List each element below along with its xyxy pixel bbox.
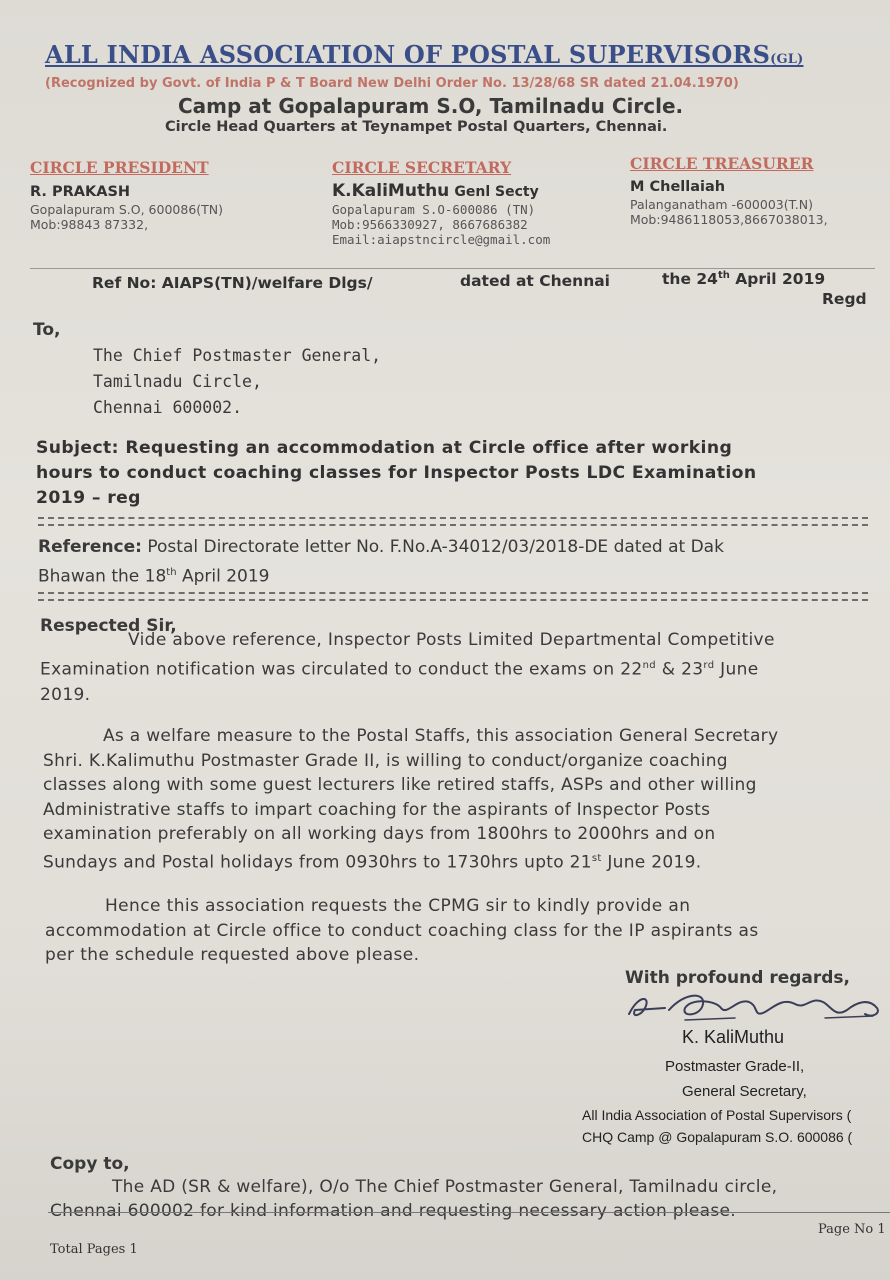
secretary-block xyxy=(332,158,550,247)
president-title: CIRCLE PRESIDENT xyxy=(30,158,209,177)
treasurer-name: M Chellaiah xyxy=(630,179,726,195)
to-label: To, xyxy=(33,320,61,340)
subject-line-1: Subject: Requesting an accommodation at Circle office after working xyxy=(36,438,733,458)
camp-line: Camp at Gopalapuram S.O, Tamilnadu Circle. xyxy=(178,94,684,118)
signatory-camp: CHQ Camp @ Gopalapuram S.O. 600086 ( xyxy=(582,1129,853,1145)
para1-line-3: 2019. xyxy=(40,684,91,705)
reference-sup: th xyxy=(166,567,177,578)
subject-line-2: hours to conduct coaching classes for Inspector Posts LDC Examination xyxy=(36,463,757,483)
association-name: ALL INDIA ASSOCIATION OF POSTAL SUPERVISORS xyxy=(45,40,771,69)
para1-line-2b: & 23 xyxy=(655,659,704,680)
copy-to-line-2: Chennai 600002 for kind information and requesting necessary action please. xyxy=(50,1201,736,1221)
para2-line-4: Administrative staffs to impart coaching for the aspirants of Inspector Posts xyxy=(43,799,711,820)
header-divider xyxy=(30,268,875,269)
president-name: R. PRAKASH xyxy=(30,184,131,200)
treasurer-mobile: Mob:9486118053,8667038013, xyxy=(630,212,828,227)
paragraph-3 xyxy=(45,894,759,968)
para2-line-5: examination preferably on all working days from 1800hrs to 2000hrs and on xyxy=(43,824,716,844)
para2-line-6b: June 2019. xyxy=(601,852,702,873)
reference-block xyxy=(38,534,724,590)
para2-line-3: classes along with some guest lecturers like retired staffs, ASPs and other willing xyxy=(43,775,757,795)
addressee-block xyxy=(93,343,381,421)
paragraph-1 xyxy=(40,628,775,708)
para1-line-2 xyxy=(40,653,775,683)
para1-line-2c: June xyxy=(714,659,759,680)
president-block xyxy=(30,158,223,232)
signatory-name: K. KaliMuthu xyxy=(682,1027,785,1047)
subject-line-3: 2019 – reg xyxy=(36,488,141,508)
paragraph-2 xyxy=(43,724,778,875)
president-address: Gopalapuram S.O, 600086(TN) xyxy=(30,202,224,217)
subject-divider-1 xyxy=(38,517,868,519)
page-number: Page No 1 xyxy=(818,1222,886,1237)
treasurer-title: CIRCLE TREASURER xyxy=(630,154,814,173)
reference-text: Postal Directorate letter No. F.No.A-34012/03/2018-DE dated at Dak xyxy=(141,537,724,557)
para1-line-2a: Examination notification was circulated to conduct the exams on 22 xyxy=(40,659,643,680)
secretary-name-line xyxy=(332,181,550,201)
footer-divider xyxy=(48,1212,890,1213)
closing-regards: With profound regards, xyxy=(625,968,851,988)
reference-line-1 xyxy=(38,534,724,560)
para2-line-2: Shri. K.Kalimuthu Postmaster Grade II, is willing to conduct/organize coaching xyxy=(43,750,728,771)
secretary-name: K.KaliMuthu xyxy=(332,181,450,201)
treasurer-block xyxy=(630,154,828,227)
para3-line-1: Hence this association requests the CPMG sir to kindly provide an xyxy=(105,896,691,916)
dated-at: dated at Chennai xyxy=(460,272,610,290)
signatory-role: General Secretary, xyxy=(682,1083,807,1100)
para2-line-1: As a welfare measure to the Postal Staffs, this association General Secretary xyxy=(103,726,779,746)
para2-line-6 xyxy=(43,847,778,875)
association-suffix: (GL) xyxy=(770,52,804,67)
handwritten-signature xyxy=(625,988,890,1028)
reference-line-2b: April 2019 xyxy=(176,566,270,587)
hq-line: Circle Head Quarters at Teynampet Postal Quarters, Chennai. xyxy=(165,119,668,135)
para1-sup-1: nd xyxy=(642,660,656,671)
addressee-line-2: Tamilnadu Circle, xyxy=(93,372,262,391)
date-suffix: April 2019 xyxy=(729,270,826,289)
copy-to-block xyxy=(50,1175,777,1223)
recognition-line: (Recognized by Govt. of India P & T Board New Delhi Order No. 13/28/68 SR dated 21.04.1970) xyxy=(45,76,739,91)
reference-label: Reference: xyxy=(38,537,142,557)
ref-number: Ref No: AIAPS(TN)/welfare Dlgs/ xyxy=(92,274,373,292)
total-pages: Total Pages 1 xyxy=(50,1242,138,1257)
secretary-mobile: Mob:9566330927, 8667686382 xyxy=(332,217,528,232)
signatory-designation: Postmaster Grade-II, xyxy=(665,1058,805,1075)
secretary-role: Genl Secty xyxy=(454,184,539,200)
para2-line-6a: Sundays and Postal holidays from 0930hrs to 1730hrs upto 21 xyxy=(43,852,592,873)
association-title xyxy=(45,40,804,69)
addressee-line-1: The Chief Postmaster General, xyxy=(93,346,382,365)
secretary-title: CIRCLE SECRETARY xyxy=(332,158,512,177)
secretary-email: Email:aiapstncircle@gmail.com xyxy=(332,232,551,247)
copy-to-label: Copy to, xyxy=(50,1154,130,1174)
date-prefix: the 24 xyxy=(662,270,718,289)
reference-divider-1 xyxy=(38,592,868,594)
subject-divider-2 xyxy=(38,524,868,526)
subject-block xyxy=(36,436,757,511)
reference-line-2 xyxy=(38,560,724,590)
salutation: Respected Sir, xyxy=(40,616,177,636)
treasurer-address: Palanganatham -600003(T.N) xyxy=(630,197,813,212)
para3-line-2: accommodation at Circle office to conduct coaching class for the IP aspirants as xyxy=(45,920,759,941)
reference-divider-2 xyxy=(38,599,868,601)
letter-date xyxy=(662,270,825,288)
copy-to-line-1: The AD (SR & welfare), O/o The Chief Postmaster General, Tamilnadu circle, xyxy=(112,1177,778,1197)
secretary-address: Gopalapuram S.O-600086 (TN) xyxy=(332,202,536,217)
para1-line-1: Vide above reference, Inspector Posts Limited Departmental Competitive xyxy=(128,630,775,650)
para1-sup-2: rd xyxy=(703,660,715,671)
signatory-org: All India Association of Postal Supervisors ( xyxy=(582,1107,852,1123)
para2-sup: st xyxy=(591,852,602,864)
addressee-line-3: Chennai 600002. xyxy=(93,398,243,417)
para3-line-3: per the schedule requested above please. xyxy=(45,945,420,965)
reference-line-2a: Bhawan the 18 xyxy=(38,566,167,587)
president-mobile: Mob:98843 87332, xyxy=(30,217,149,232)
regd-label: Regd xyxy=(822,290,867,308)
date-sup: th xyxy=(717,270,730,281)
